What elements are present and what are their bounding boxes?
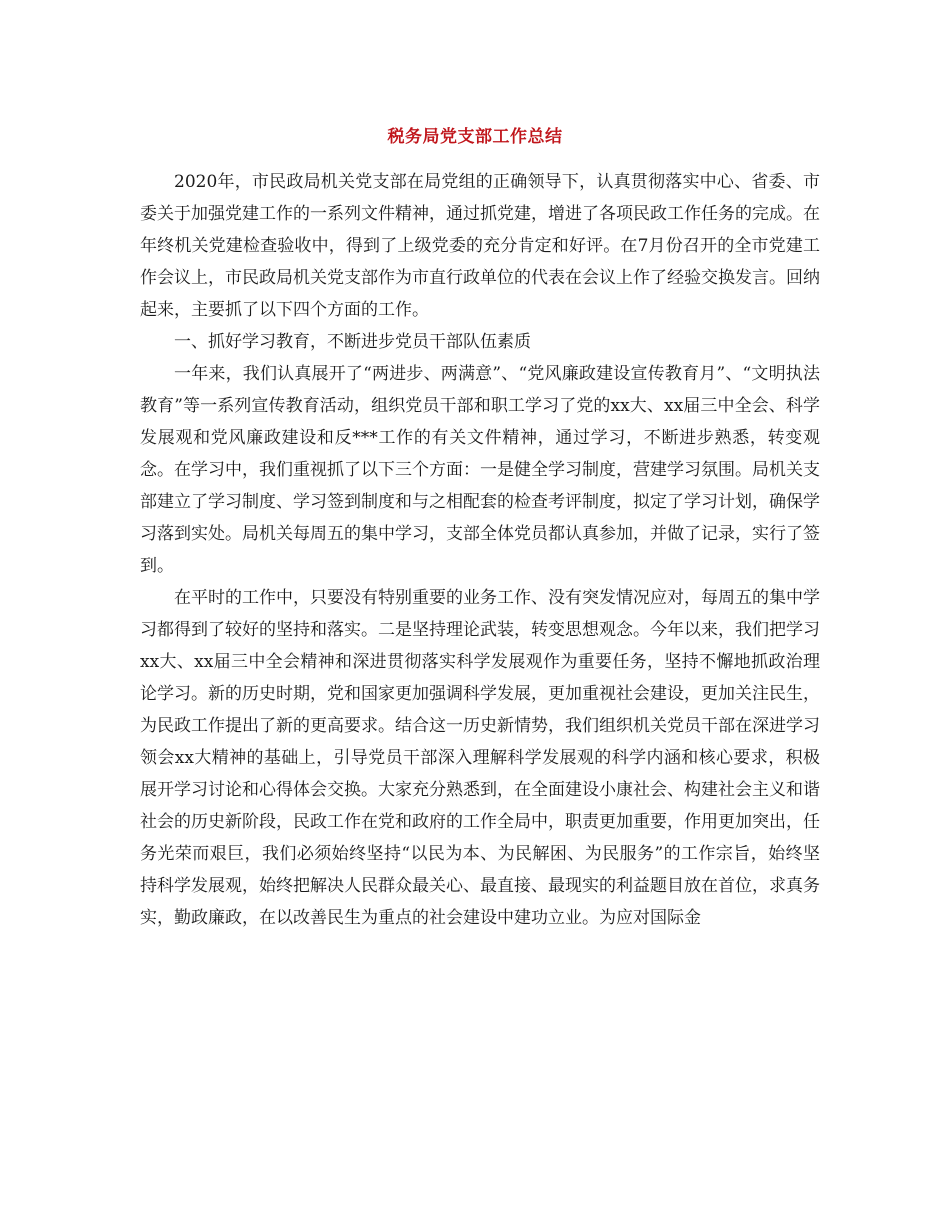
document-title: 税务局党支部工作总结 xyxy=(387,127,563,147)
paragraph-intro: 2020年，市民政局机关党支部在局党组的正确领导下，认真贯彻落实中心、省委、市委关于加强党建工作的一系列文件精神，通过抓党建，增进了各项民政工作任务的完成。在年终机关党建检查验收中，得到了上级党委的充分肯定和好评。在7月份召开的全市党建工作会议上，市民政局机关党支部作为市直行政单位的代表在会议上作了经验交换发言。回纳起来，主要抓了以下四个方面的工作。 xyxy=(140,172,820,320)
paragraph-work: 在平时的工作中，只要没有特别重要的业务工作、没有突发情况应对，每周五的集中学习都得到了较好的坚持和落实。二是坚持理论武装，转变思想观念。今年以来，我们把学习xx大、xx届三中全会精神和深进贯彻落实科学发展观作为重要任务，坚持不懈地抓政治理论学习。新的历史时期，党和国家更加强调科学发展，更加重视社会建设，更加关注民生，为民政工作提出了新的更高要求。结合这一历史新情势，我们组织机关党员干部在深进学习领会xx大精神的基础上，引导党员干部深入理解科学发展观的科学内涵和核心要求，积极展开学习讨论和心得体会交换。大家充分熟悉到，在全面建设小康社会、构建社会主义和谐社会的历史新阶段，民政工作在党和政府的工作全局中，职责更加重要，作用更加突出，任务光荣而艰巨，我们必须始终坚持“以民为本、为民解困、为民服务”的工作宗旨，始终坚持科学发展观，始终把解决人民群众最关心、最直接、最现实的利益题目放在首位，求真务实，勤政廉政，在以改善民生为重点的社会建设中建功立业。为应对国际金 xyxy=(140,588,820,928)
section-heading: 一、抓好学习教育，不断进步党员干部队伍素质 xyxy=(174,332,531,352)
document-body xyxy=(140,166,820,934)
paragraph-study: 一年来，我们认真展开了“两进步、两满意”、“党风廉政建设宣传教育月”、“文明执法教育”等一系列宣传教育活动，组织党员干部和职工学习了党的xx大、xx届三中全会、科学发展观和党风廉政建设和反***工作的有关文件精神，通过学习，不断进步熟悉，转变观念。在学习中，我们重视抓了以下三个方面：一是健全学习制度，营建学习氛围。局机关支部建立了学习制度、学习签到制度和与之相配套的检查考评制度，拟定了学习计划，确保学习落到实处。局机关每周五的集中学习，支部全体党员都认真参加，并做了记录，实行了签到。 xyxy=(140,364,820,576)
